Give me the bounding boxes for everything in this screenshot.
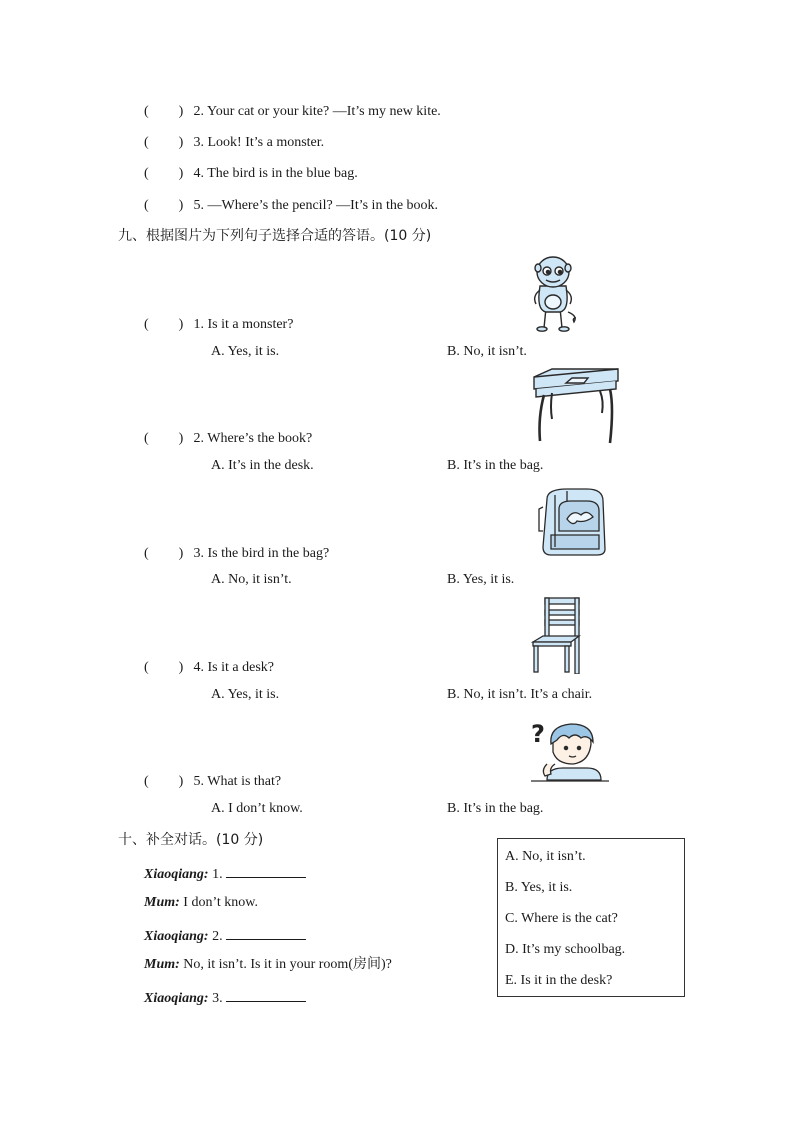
svg-text:?: ? <box>531 720 545 748</box>
option-b: B. It’s in the bag. <box>447 458 544 473</box>
chair-icon <box>531 596 583 674</box>
section-9-title: 九、根据图片为下列句子选择合适的答语。(10 分) <box>118 228 432 244</box>
answer-bracket[interactable]: ( ) <box>144 546 184 561</box>
dialogue-line <box>144 894 258 912</box>
dialogue-text: No, it isn’t. Is it in your room(房间)? <box>183 957 392 972</box>
question-number: 3. <box>193 135 204 150</box>
question-number: 2. <box>193 104 204 119</box>
speaker-name: Mum: <box>144 957 180 972</box>
option-a: A. No, it isn’t. <box>211 572 292 587</box>
blank-number: 3. <box>212 991 223 1006</box>
question-text: Where’s the book? <box>207 431 313 446</box>
question-row <box>144 134 324 152</box>
question-row <box>144 165 358 183</box>
question-row <box>144 773 281 791</box>
question-row <box>144 197 438 215</box>
question-number: 5. <box>193 198 204 213</box>
question-number: 5. <box>193 774 204 789</box>
question-row <box>144 659 274 677</box>
question-number: 4. <box>193 660 204 675</box>
options-box <box>497 838 685 997</box>
question-row <box>144 545 329 563</box>
question-text: —Where’s the pencil? —It’s in the book. <box>207 198 439 213</box>
option-item: B. Yes, it is. <box>505 880 573 895</box>
answer-blank[interactable] <box>226 863 306 878</box>
answer-bracket[interactable]: ( ) <box>144 317 184 332</box>
option-item: C. Where is the cat? <box>505 911 618 926</box>
option-b: B. No, it isn’t. <box>447 344 527 359</box>
answer-bracket[interactable]: ( ) <box>144 431 184 446</box>
option-a: A. Yes, it is. <box>211 344 280 359</box>
speaker-name: Mum: <box>144 895 180 910</box>
answer-bracket[interactable]: ( ) <box>144 135 184 150</box>
dialogue-line <box>144 925 306 946</box>
option-item: E. Is it in the desk? <box>505 973 613 988</box>
schoolbag-icon <box>537 487 609 557</box>
speaker-name: Xiaoqiang: <box>144 929 209 944</box>
question-text: Look! It’s a monster. <box>207 135 325 150</box>
answer-blank[interactable] <box>226 987 306 1002</box>
question-number: 1. <box>193 317 204 332</box>
monster-icon <box>528 252 584 332</box>
dialogue-line <box>144 987 306 1008</box>
option-a: A. I don’t know. <box>211 801 303 816</box>
answer-bracket[interactable]: ( ) <box>144 104 184 119</box>
question-number: 3. <box>193 546 204 561</box>
answer-bracket[interactable]: ( ) <box>144 660 184 675</box>
section-10-title: 十、补全对话。(10 分) <box>118 832 264 848</box>
question-text: What is that? <box>207 774 282 789</box>
answer-bracket[interactable]: ( ) <box>144 166 184 181</box>
question-text: Is it a desk? <box>207 660 274 675</box>
dialogue-text: I don’t know. <box>183 895 258 910</box>
answer-bracket[interactable]: ( ) <box>144 774 184 789</box>
option-a: A. Yes, it is. <box>211 687 280 702</box>
option-b: B. Yes, it is. <box>447 572 515 587</box>
option-item: D. It’s my schoolbag. <box>505 942 626 957</box>
question-number: 2. <box>193 431 204 446</box>
question-row <box>144 430 312 448</box>
question-text: The bird is in the blue bag. <box>207 166 358 181</box>
option-item: A. No, it isn’t. <box>505 849 586 864</box>
option-b: B. No, it isn’t. It’s a chair. <box>447 687 593 702</box>
speaker-name: Xiaoqiang: <box>144 867 209 882</box>
blank-number: 2. <box>212 929 223 944</box>
option-a: A. It’s in the desk. <box>211 458 314 473</box>
dialogue-line <box>144 863 306 884</box>
blank-number: 1. <box>212 867 223 882</box>
thinking-boy-icon <box>529 718 611 782</box>
dialogue-line <box>144 956 392 974</box>
question-text: Is it a monster? <box>207 317 294 332</box>
answer-blank[interactable] <box>226 925 306 940</box>
desk-icon <box>530 367 620 445</box>
question-row <box>144 103 441 121</box>
answer-bracket[interactable]: ( ) <box>144 198 184 213</box>
question-number: 4. <box>193 166 204 181</box>
question-row <box>144 316 293 334</box>
speaker-name: Xiaoqiang: <box>144 991 209 1006</box>
option-b: B. It’s in the bag. <box>447 801 544 816</box>
question-text: Is the bird in the bag? <box>207 546 330 561</box>
question-text: Your cat or your kite? —It’s my new kite. <box>206 104 441 119</box>
